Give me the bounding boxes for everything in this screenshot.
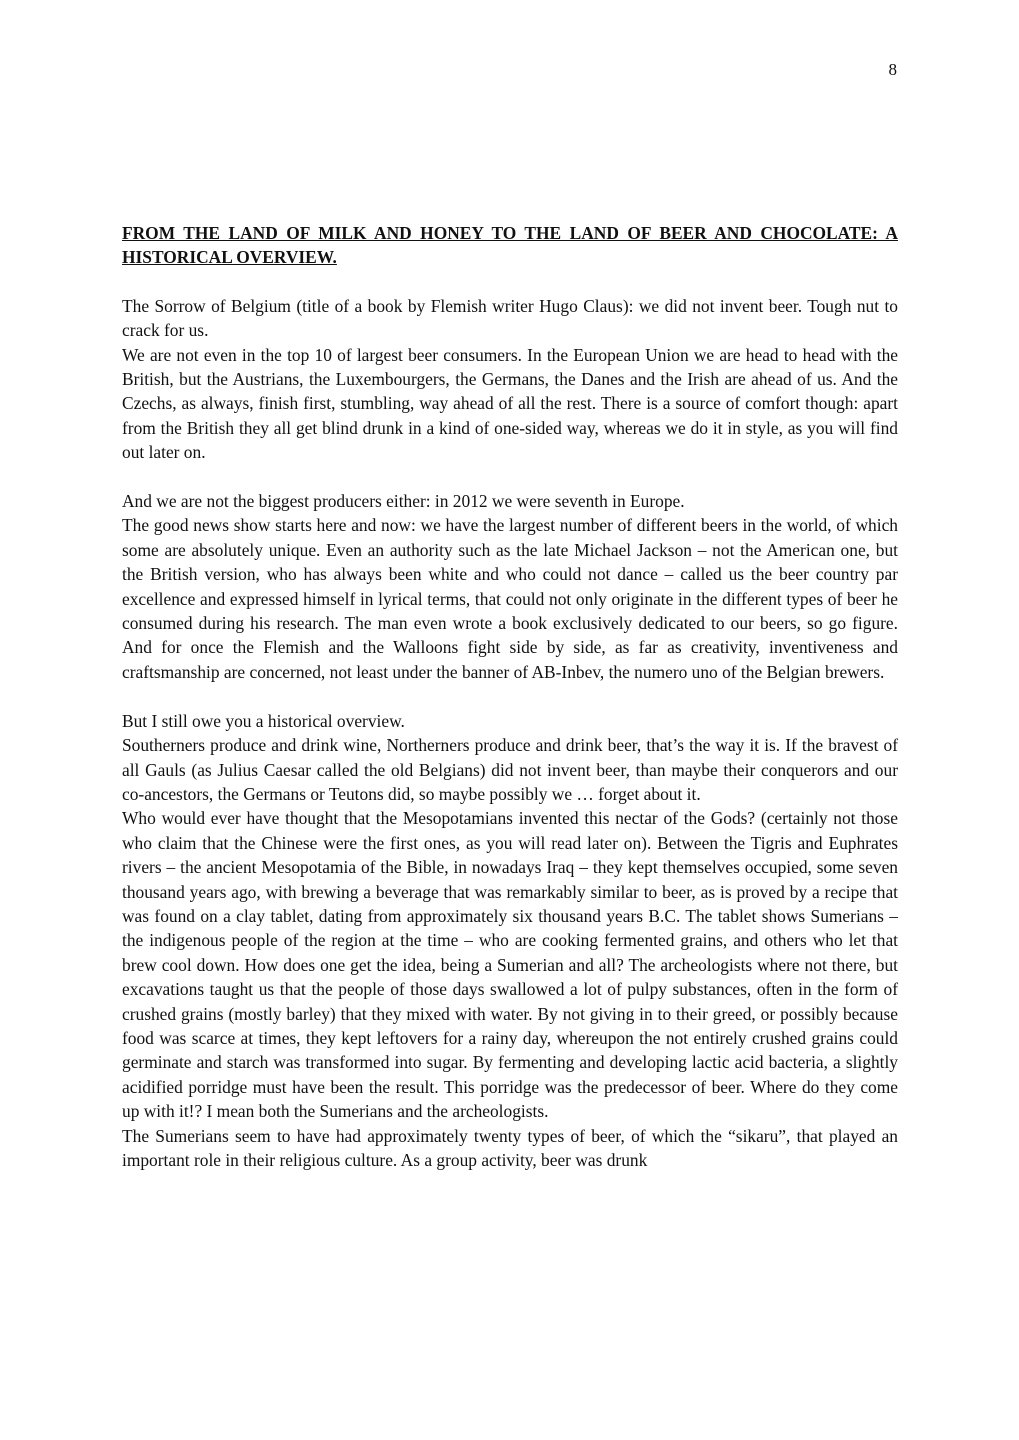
paragraph: Who would ever have thought that the Mesopotamians invented this nectar of the Gods? (certainly not those who claim that the Chinese were the first ones, as you will read later on). Between the Tigris and Euphrates rivers – the ancient Mesopotamia of the Bible, in nowadays Iraq – they kept themselves occupied, some seven thousand years ago, with brewing a beverage that was remarkably similar to beer, as is proved by a recipe that was found on a clay tablet, dating from approximately six thousand years B.C. The tablet shows Sumerians – the indigenous people of the region at the time – who are cooking fermented grains, and others who let that brew cool down. How does one get the idea, being a Sumerian and all? The archeologists where not there, but excavations taught us that the people of those days swallowed a lot of pulpy substances, often in the form of crushed grains (mostly barley) that they mixed with water. By not giving in to their greed, or possibly because food was scarce at times, they kept leftovers for a rainy day, whereupon the not entirely crushed grains could germinate and starch was transformed into sugar. By fermenting and developing lactic acid bacteria, a slightly acidified porridge must have been the result. This porridge was the predecessor of beer. Where do they come up with it!? I mean both the Sumerians and the archeologists. xyxy=(122,808,898,1122)
paragraph: The Sorrow of Belgium (title of a book by Flemish writer Hugo Claus): we did not invent beer. Tough nut to crack for us. xyxy=(122,295,898,341)
chapter-title: FROM THE LAND OF MILK AND HONEY TO THE LAND OF BEER AND CHOCOLATE: A HISTORICAL OVERVIEW. xyxy=(122,223,898,268)
page-number: 8 xyxy=(888,60,897,79)
paragraph: The Sumerians seem to have had approximately twenty types of beer, of which the “sikaru”, that played an important role in their religious culture. As a group activity, beer was drunk xyxy=(122,1125,898,1170)
document-body xyxy=(122,221,898,1172)
paragraph-list xyxy=(122,294,898,1173)
paragraph: Southerners produce and drink wine, Northerners produce and drink beer, that’s the way it is. If the bravest of all Gauls (as Julius Caesar called the old Belgians) did not invent beer, than maybe their conquerors and our co-ancestors, the Germans or Teutons did, so maybe possibly we … forget about it. xyxy=(122,735,898,804)
paragraph: The good news show starts here and now: we have the largest number of different beers in the world, of which some are absolutely unique. Even an authority such as the late Michael Jackson – not the American one, but the British version, who has always been white and who could not dance – called us the beer country par excellence and expressed himself in lyrical terms, that could not only originate in the different types of beer he consumed during his research. The man even wrote a book exclusively dedicated to our beers, so go figure. And for once the Flemish and the Walloons fight side by side, as far as creativity, inventiveness and craftsmanship are concerned, not least under the banner of AB-Inbev, the numero uno of the Belgian brewers. xyxy=(122,515,898,682)
paragraph: And we are not the biggest producers either: in 2012 we were seventh in Europe. xyxy=(122,491,685,512)
paragraph: But I still owe you a historical overview. xyxy=(122,710,405,731)
paragraph: We are not even in the top 10 of largest beer consumers. In the European Union we are head to head with the British, but the Austrians, the Luxembourgers, the Germans, the Danes and the Irish are ahead of us. And the Czechs, as always, finish first, stumbling, way ahead of all the rest. There is a source of comfort though: apart from the British they all get blind drunk in a kind of one-sided way, whereas we do it in style, as you will find out later on. xyxy=(122,344,898,463)
